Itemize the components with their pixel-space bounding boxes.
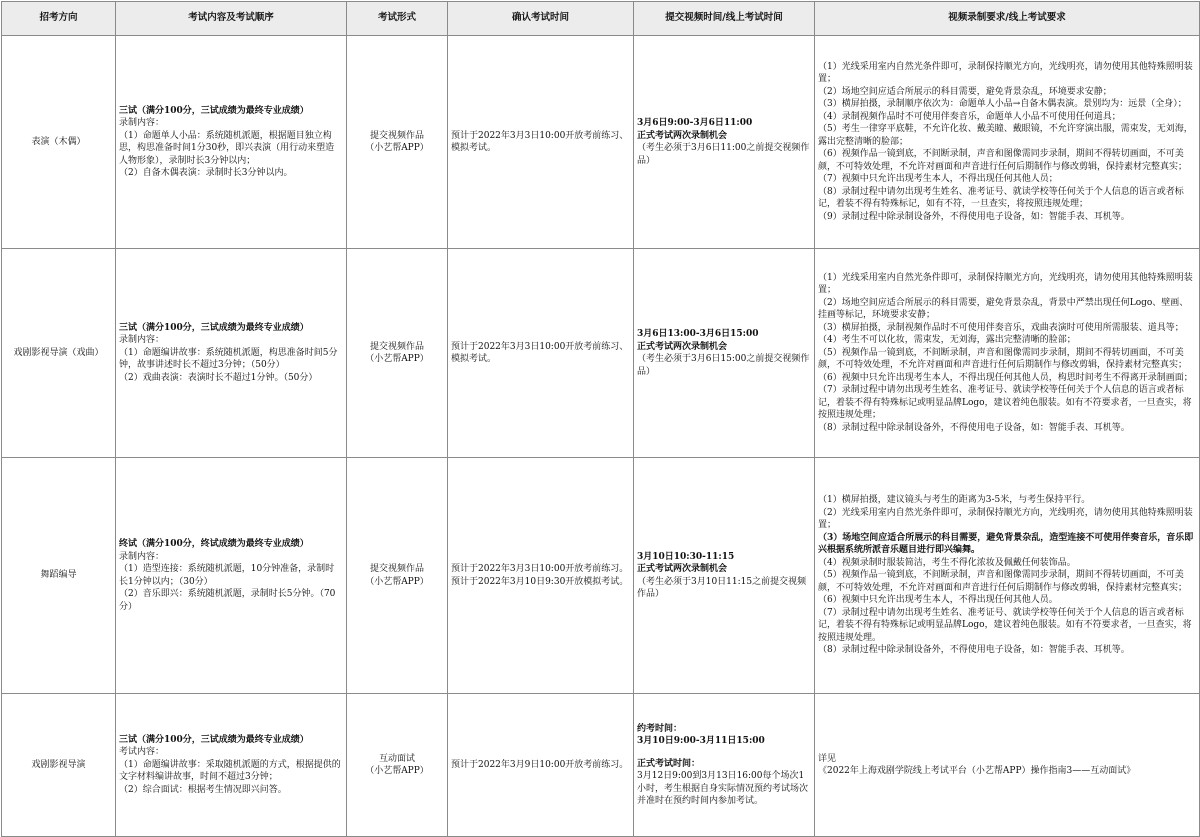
content-title: 终试（满分100分，终试成绩为最终专业成绩） bbox=[119, 539, 309, 549]
requirement-item: （3）横屏拍摄，录制视频作品时不可使用伴奏音乐，戏曲表演时可使用所需服装、道具等； bbox=[818, 322, 1184, 333]
submit-label: 正式考试两次录制机会 bbox=[637, 341, 728, 352]
submit-note: （考生必须于3月6日11:00之前提交视频作品） bbox=[637, 143, 810, 166]
table-row bbox=[2, 36, 1200, 249]
content-line: 录制内容： bbox=[119, 118, 165, 128]
submit-note: （考生必须于3月6日15:00之前提交视频作品） bbox=[637, 354, 810, 377]
requirement-item: （1）光线采用室内自然光条件即可，录制保持顺光方向，光线明亮，请勿使用其他特殊照明装置； bbox=[818, 61, 1193, 85]
confirm-cell: 预计于2022年3月3日10:00开放考前练习、模拟考试。 bbox=[448, 249, 634, 458]
header-row bbox=[2, 2, 1200, 36]
content-line: （2）综合面试：根据考生情况即兴问答。 bbox=[119, 784, 287, 795]
content-line: （2）音乐即兴：系统随机派题，录制时长5分钟。（70分） bbox=[119, 589, 336, 612]
content-title: 三试（满分100分，三试成绩为最终专业成绩） bbox=[119, 105, 309, 116]
form-cell bbox=[347, 694, 448, 837]
exam-time-note: 3月12日9:00到3月13日16:00每个场次1小时，考生根据自身实际情况预约考试场次并准时在预约时间内参加考试。 bbox=[637, 771, 809, 806]
form-type: 提交视频作品 bbox=[369, 564, 424, 574]
confirm-cell: 预计于2022年3月9日10:00开放考前练习。 bbox=[448, 694, 634, 837]
header-content: 考试内容及考试顺序 bbox=[116, 2, 347, 36]
requirements-cell bbox=[815, 458, 1200, 694]
appointment-label: 约考时间： bbox=[637, 723, 683, 734]
requirement-item: （8）录制过程中请勿出现考生姓名、准考证号、就读学校等任何关于个人信息的语言或者标记，着装不得有特殊标记，如有不符，一旦查实，将按照违规处理； bbox=[818, 186, 1184, 210]
requirement-item: （8）录制过程中除录制设备外，不得使用电子设备，如：智能手表、耳机等。 bbox=[818, 645, 1130, 656]
content-cell bbox=[116, 458, 347, 694]
direction-cell: 舞蹈编导 bbox=[2, 458, 116, 694]
form-platform: （小艺帮APP） bbox=[365, 354, 429, 364]
submit-time: 3月10日10:30-11:15 bbox=[637, 551, 735, 562]
requirement-item: （5）考生一律穿平底鞋，不允许化妆、戴美瞳、戴眼镜，不允许穿演出服，需束发，无刘海，露出完整清晰的脸部； bbox=[818, 124, 1193, 147]
requirement-item: （2）光线采用室内自然光条件即可，录制保持顺光方向，光线明亮，请勿使用其他特殊照明装置； bbox=[818, 507, 1193, 531]
confirm-cell: 预计于2022年3月3日10:00开放考前练习。预计于2022年3月10日9:30开放模拟考试。 bbox=[448, 458, 634, 694]
requirement-item: （6）视频中只允许出现考生本人，不得出现任何其他人员。 bbox=[818, 595, 1058, 606]
requirement-item: （6）视频中只允许出现考生本人，不得出现任何其他人员，构思时间考生不得离开录制画面； bbox=[818, 372, 1193, 383]
header-form: 考试形式 bbox=[347, 2, 448, 36]
submit-cell bbox=[634, 694, 815, 837]
form-type: 提交视频作品 bbox=[369, 130, 424, 141]
requirements-cell bbox=[815, 36, 1200, 249]
requirement-item: （3）横屏拍摄，录制顺序依次为：命题单人小品→自备木偶表演。景别均为：远景（全身）； bbox=[818, 99, 1187, 110]
requirement-guide-reference: 《2022年上海戏剧学院线上考试平台（小艺帮APP）操作指南3——互动面试》 bbox=[818, 766, 1136, 776]
requirement-item: （8）录制过程中除录制设备外，不得使用电子设备，如：智能手表、耳机等。 bbox=[818, 422, 1130, 433]
direction-cell: 戏剧影视导演（戏曲） bbox=[2, 249, 116, 458]
direction-cell: 戏剧影视导演 bbox=[2, 694, 116, 837]
content-line: 考试内容： bbox=[119, 747, 165, 758]
content-line: 录制内容： bbox=[119, 551, 165, 562]
content-line: （2）自备木偶表演：录制时长3分钟以内。 bbox=[119, 168, 293, 178]
table-row bbox=[2, 249, 1200, 458]
submit-cell bbox=[634, 36, 815, 249]
requirement-item: （5）视频作品一镜到底，不间断录制，声音和图像需同步录制，期间不得转切画面，不可美颜，不可特效处理，不允许对画面和声音进行任何后期制作与修改剪辑，保持素材完整真实； bbox=[818, 347, 1188, 371]
content-cell bbox=[116, 249, 347, 458]
content-line: （2）戏曲表演：表演时长不超过1分钟。（50分） bbox=[119, 372, 318, 383]
submit-cell bbox=[634, 458, 815, 694]
form-cell bbox=[347, 36, 448, 249]
requirement-item: （7）录制过程中请勿出现考生姓名、准考证号、就读学校等任何关于个人信息的语言或者标记，着装不得有特殊标记或明显品牌Logo，建议着纯色服装。如有不符要求者，一旦查实，将按照违规处理； bbox=[818, 385, 1192, 421]
requirement-item: （5）视频作品一镜到底，不间断录制，声音和图像需同步录制，期间不得转切画面，不可美颜，不可特效处理，不允许对画面和声音进行任何后期制作与修改剪辑，保持素材完整真实； bbox=[818, 570, 1188, 593]
content-line: （1）命题单人小品：系统随机派题，根据题目独立构思，构思准备时间1分30秒，即兴表演（用行动来塑造人物形象），录制时长3分钟以内； bbox=[119, 130, 335, 166]
content-line: 录制内容： bbox=[119, 335, 165, 346]
requirement-item: （4）录制视频作品时不可使用伴奏音乐，命题单人小品不可使用任何道具； bbox=[818, 111, 1121, 122]
requirement-see: 详见 bbox=[818, 753, 837, 764]
form-type: 提交视频作品 bbox=[369, 341, 424, 352]
requirement-item: （2）场地空间应适合所展示的科目需要，避免背景杂乱，环境要求安静； bbox=[818, 86, 1112, 97]
requirements-cell bbox=[815, 249, 1200, 458]
header-confirm-time: 确认考试时间 bbox=[448, 2, 634, 36]
submit-label: 正式考试两次录制机会 bbox=[637, 130, 728, 141]
requirement-item: （1）横屏拍摄，建议镜头与考生的距离为3-5米，与考生保持平行。 bbox=[818, 495, 1091, 506]
form-cell bbox=[347, 249, 448, 458]
requirement-item-emphasis: （3）场地空间应适合所展示的科目需要，避免背景杂乱，造型连接不可使用伴奏音乐，音乐即兴根据系统所派音乐题目进行即兴编舞。 bbox=[818, 532, 1194, 556]
requirement-item: （4）考生不可以化妆，需束发，无刘海，露出完整清晰的脸部； bbox=[818, 335, 1076, 346]
table-row bbox=[2, 458, 1200, 694]
header-requirements: 视频录制要求/线上考试要求 bbox=[815, 2, 1200, 36]
form-platform: （小艺帮APP） bbox=[365, 143, 429, 153]
requirements-cell bbox=[815, 694, 1200, 837]
appointment-time: 3月10日9:00-3月11日15:00 bbox=[637, 736, 765, 746]
table-row bbox=[2, 694, 1200, 837]
requirement-item: （7）录制过程中请勿出现考生姓名、准考证号、就读学校等任何关于个人信息的语言或者标记，着装不得有特殊标记或明显品牌Logo，建议着纯色服装。如有不符要求者，一旦查实，将按照违规处理。 bbox=[818, 607, 1192, 643]
submit-cell bbox=[634, 249, 815, 458]
submit-time: 3月6日13:00-3月6日15:00 bbox=[637, 329, 759, 339]
requirement-item: （4）视频录制时服装简洁，考生不得化浓妆及佩戴任何装饰品。 bbox=[818, 557, 1076, 568]
content-line: （1）造型连接：系统随机派题，10分钟准备，录制时长1分钟以内；（30分） bbox=[119, 564, 335, 587]
content-line: （1）命题编讲故事：采取随机派题的方式，根据提供的文字材料编讲故事，时间不超过3分钟； bbox=[119, 759, 341, 783]
form-cell bbox=[347, 458, 448, 694]
requirement-item: （2）场地空间应适合所展示的科目需要，避免背景杂乱，背景中严禁出现任何Logo、壁画、挂画等标记，环境要求安静； bbox=[818, 297, 1189, 321]
form-platform: （小艺帮APP） bbox=[365, 576, 429, 587]
content-cell bbox=[116, 694, 347, 837]
exam-time-label: 正式考试时间： bbox=[637, 758, 701, 769]
confirm-cell: 预计于2022年3月3日10:00开放考前练习、模拟考试。 bbox=[448, 36, 634, 249]
content-title: 三试（满分100分，三试成绩为最终专业成绩） bbox=[119, 322, 309, 333]
content-line: （1）命题编讲故事：系统随机派题，构思准备时间5分钟，故事讲述时长不超过3分钟；（50分） bbox=[119, 347, 338, 371]
form-type: 互动面试 bbox=[378, 753, 415, 764]
header-direction: 招考方向 bbox=[2, 2, 116, 36]
submit-note: （考生必须于3月10日11:15之前提交视频作品） bbox=[637, 576, 807, 599]
form-platform: （小艺帮APP） bbox=[365, 766, 429, 776]
direction-cell: 表演（木偶） bbox=[2, 36, 116, 249]
requirement-item: （6）视频作品一镜到底，不间断录制，声音和图像需同步录制，期间不得转切画面，不可美颜，不可特效处理，不允许对画面和声音进行任何后期制作与修改剪辑，保持素材完整真实； bbox=[818, 149, 1188, 172]
content-cell bbox=[116, 36, 347, 249]
exam-schedule-table bbox=[1, 1, 1200, 837]
submit-time: 3月6日9:00-3月6日11:00 bbox=[637, 118, 753, 128]
requirement-item: （1）光线采用室内自然光条件即可，录制保持顺光方向，光线明亮，请勿使用其他特殊照明装置； bbox=[818, 272, 1193, 296]
submit-label: 正式考试两次录制机会 bbox=[637, 564, 728, 574]
requirement-item: （9）录制过程中除录制设备外，不得使用电子设备，如：智能手表、耳机等。 bbox=[818, 211, 1130, 222]
requirement-item: （7）视频中只允许出现考生本人，不得出现任何其他人员； bbox=[818, 174, 1058, 185]
content-title: 三试（满分100分，三试成绩为最终专业成绩） bbox=[119, 734, 309, 745]
header-submit-time: 提交视频时间/线上考试时间 bbox=[634, 2, 815, 36]
